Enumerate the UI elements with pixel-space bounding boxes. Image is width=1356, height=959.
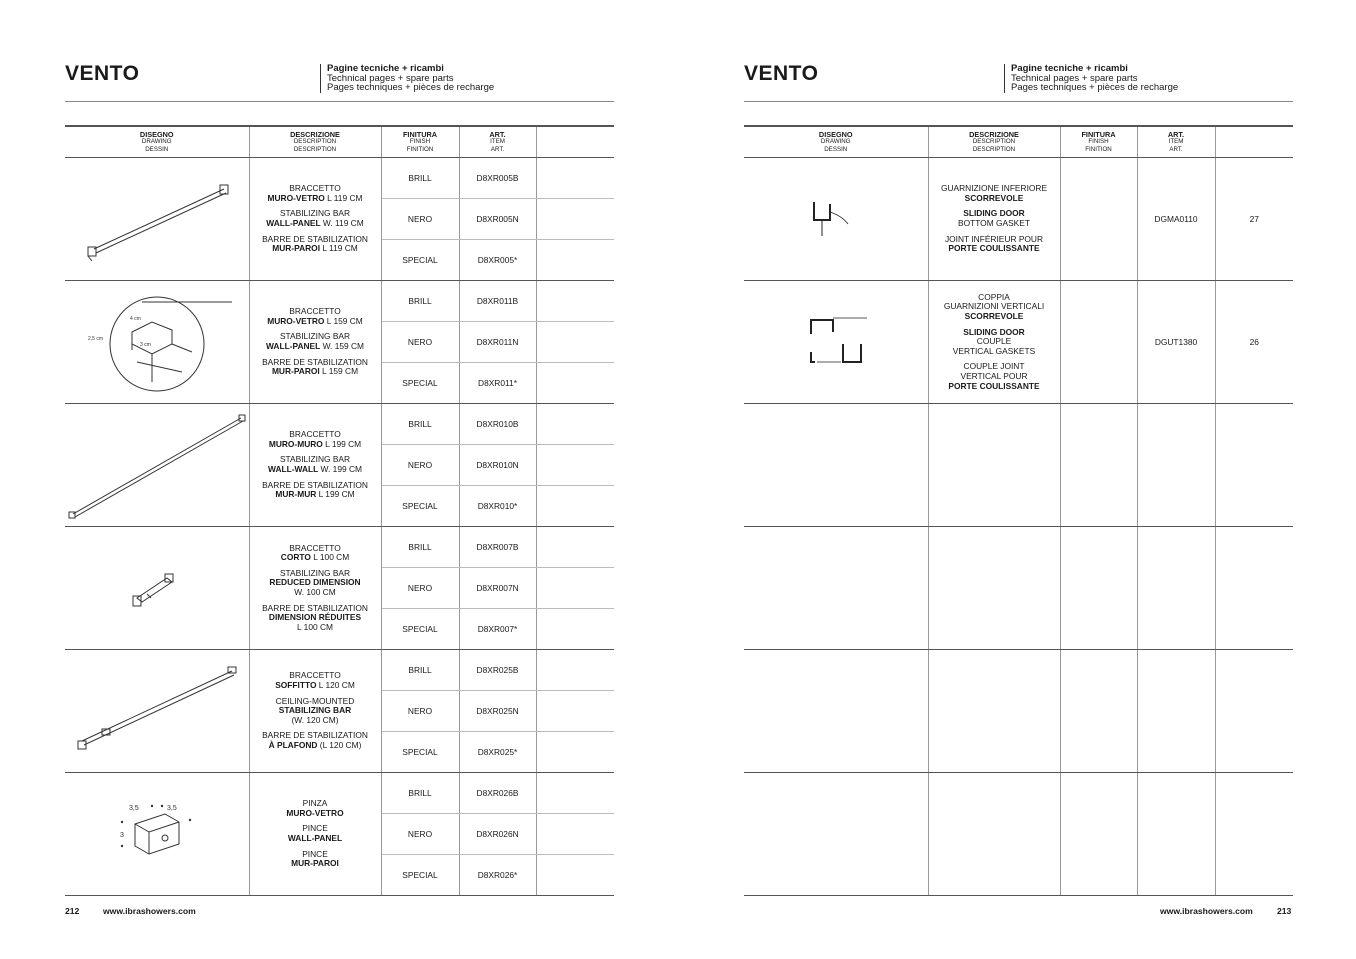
page-title: VENTO [65, 62, 140, 85]
empty-cell [1215, 773, 1293, 896]
description-block [250, 209, 381, 228]
finish-cell: BRILL [381, 281, 459, 322]
item-code-cell: D8XR010B [459, 404, 536, 445]
table-row-empty [744, 650, 1293, 773]
empty-cell [1215, 527, 1293, 650]
empty-cell [744, 650, 928, 773]
col-header-description: DESCRIZIONE DESCRIPTION DESCRIPTION [249, 126, 381, 158]
description-cell [249, 404, 381, 527]
item-code-cell: D8XR011N [459, 322, 536, 363]
finish-cell: SPECIAL [381, 240, 459, 281]
finish-cell: NERO [381, 691, 459, 732]
left-page [65, 0, 614, 959]
drawing-cell [65, 281, 249, 404]
empty-cell [1060, 650, 1137, 773]
description-line: PINCE [302, 848, 328, 859]
description-block [250, 604, 381, 633]
description-size: L 100 CM [310, 552, 350, 563]
empty-cell [1137, 404, 1215, 527]
finish-cell: NERO [381, 445, 459, 486]
drawing-cell [65, 773, 249, 896]
col-header-item: ART. ITEM ART. [459, 126, 536, 158]
website-link[interactable]: www.ibrashowers.com [103, 906, 196, 916]
description-line: PINCE [302, 823, 328, 834]
description-line: BRACCETTO [289, 542, 341, 553]
wall-wall-bar-icon [65, 410, 249, 520]
parts-table [65, 125, 614, 896]
description-block [929, 184, 1060, 203]
description-line: BARRE DE STABILIZATION [262, 730, 368, 741]
extra-cell [536, 568, 614, 609]
description-block [250, 235, 381, 254]
empty-cell [1137, 773, 1215, 896]
item-code-cell: D8XR005* [459, 240, 536, 281]
description-line: GUARNIZIONI VERTICALI [943, 301, 1045, 312]
finish-cell: SPECIAL [381, 855, 459, 896]
col-header-item: ART. ITEM ART. [1137, 126, 1215, 158]
description-bold: MUR-PAROI [272, 243, 321, 254]
extra-cell [536, 281, 614, 322]
description-block [250, 358, 381, 377]
table-row [744, 281, 1293, 404]
description-bold: WALL-PANEL [266, 218, 321, 228]
item-code-cell: D8XR025* [459, 732, 536, 773]
description-line: SLIDING DOOR [963, 326, 1025, 337]
extra-cell [536, 363, 614, 404]
empty-cell [1215, 650, 1293, 773]
description-block [929, 235, 1060, 254]
extra-cell [536, 199, 614, 240]
subtitle-fr: Pages techniques + pièces de recharge [327, 82, 495, 94]
extra-cell [536, 445, 614, 486]
description-size: (W. 120 CM) [291, 714, 339, 725]
subtitle-fr: Pages techniques + pièces de recharge [1011, 82, 1179, 94]
table-row-empty [744, 527, 1293, 650]
extra-cell [536, 609, 614, 650]
description-block [250, 697, 381, 726]
description-bold: REDUCED DIMENSION [269, 577, 361, 588]
table-row [744, 158, 1293, 281]
description-line: STABILIZING BAR [279, 331, 351, 342]
description-block [250, 307, 381, 326]
finish-cell [1060, 281, 1137, 404]
drawing-cell [65, 527, 249, 650]
description-block [250, 430, 381, 449]
drawing-cell [65, 650, 249, 773]
finish-cell: SPECIAL [381, 732, 459, 773]
description-line: BARRE DE STABILIZATION [262, 479, 368, 490]
description-bold: STABILIZING BAR [278, 705, 352, 716]
description-block [250, 569, 381, 598]
finish-cell: SPECIAL [381, 609, 459, 650]
item-code-cell: DGUT1380 [1137, 281, 1215, 404]
description-line: BRACCETTO [289, 429, 341, 440]
description-block [250, 799, 381, 818]
item-code-cell: DGMA0110 [1137, 158, 1215, 281]
item-code-cell: D8XR026N [459, 814, 536, 855]
vertical-gaskets-profile-icon [744, 314, 928, 370]
item-code-cell: D8XR005B [459, 158, 536, 199]
finish-cell: BRILL [381, 404, 459, 445]
extra-cell: 27 [1215, 158, 1293, 281]
wall-glass-bar-icon [65, 169, 249, 269]
extra-cell [536, 855, 614, 896]
description-cell [928, 281, 1060, 404]
empty-cell [744, 527, 928, 650]
description-bold: MURO-VETRO [286, 807, 344, 818]
description-line: VERTICAL GASKETS [952, 345, 1036, 356]
description-size: (L 120 CM) [317, 739, 362, 750]
svg-text:3 cm: 3 cm [139, 342, 151, 348]
item-code-cell: D8XR025N [459, 691, 536, 732]
table-row [65, 527, 614, 568]
description-block [929, 328, 1060, 357]
item-code-cell: D8XR007B [459, 527, 536, 568]
item-code-cell: D8XR011B [459, 281, 536, 322]
extra-cell [536, 240, 614, 281]
finish-cell: SPECIAL [381, 363, 459, 404]
bar-detail-magnifier-icon [65, 292, 249, 392]
short-bar-icon [65, 558, 249, 618]
empty-cell [1060, 773, 1137, 896]
empty-cell [928, 773, 1060, 896]
finish-cell: SPECIAL [381, 486, 459, 527]
description-line: BARRE DE STABILIZATION [262, 602, 368, 613]
description-size: W. 119 CM [320, 218, 364, 228]
description-bold: MURO-VETRO [267, 315, 325, 326]
empty-cell [1137, 527, 1215, 650]
description-block [250, 184, 381, 203]
description-bold: CORTO [280, 552, 311, 563]
description-block [250, 850, 381, 869]
col-header-extra [536, 126, 614, 158]
item-code-cell: D8XR007* [459, 609, 536, 650]
empty-cell [1060, 527, 1137, 650]
description-bold: WALL-PANEL [287, 833, 343, 843]
empty-cell [1137, 650, 1215, 773]
item-code-cell: D8XR010* [459, 486, 536, 527]
finish-cell [1060, 158, 1137, 281]
description-line: JOINT INFÉRIEUR POUR [944, 233, 1044, 244]
description-line: PINZA [302, 798, 328, 809]
header-divider [744, 101, 1293, 102]
description-cell [928, 158, 1060, 281]
description-bold: DIMENSION RÉDUITES [268, 612, 362, 623]
description-line: SCORREVOLE [964, 192, 1024, 203]
empty-cell [928, 650, 1060, 773]
description-size: W. 199 CM [318, 464, 362, 474]
description-block [250, 731, 381, 750]
description-cell [249, 281, 381, 404]
description-size: L 120 CM [316, 680, 355, 691]
description-line: BRACCETTO [289, 670, 341, 681]
empty-cell [928, 404, 1060, 527]
description-block [250, 455, 381, 474]
description-line: PORTE COULISSANTE [948, 380, 1040, 391]
finish-cell: BRILL [381, 158, 459, 199]
extra-cell: 26 [1215, 281, 1293, 404]
description-block [929, 209, 1060, 228]
extra-cell [536, 691, 614, 732]
col-header-drawing: DISEGNO DRAWING DESSIN [744, 126, 928, 158]
description-cell [249, 650, 381, 773]
ceiling-bar-icon [65, 661, 249, 761]
table-row-empty [744, 404, 1293, 527]
extra-cell [536, 773, 614, 814]
empty-cell [1215, 404, 1293, 527]
col-header-extra [1215, 126, 1293, 158]
finish-cell: NERO [381, 814, 459, 855]
subtitle-en: Technical pages + spare parts [327, 72, 454, 84]
description-block [250, 824, 381, 843]
description-size: L 159 CM [324, 315, 363, 326]
description-bold: WALL-WALL [268, 464, 319, 474]
extra-cell [536, 158, 614, 199]
item-code-cell: D8XR026B [459, 773, 536, 814]
finish-cell: BRILL [381, 773, 459, 814]
item-code-cell: D8XR010N [459, 445, 536, 486]
description-block [929, 293, 1060, 322]
empty-cell [744, 773, 928, 896]
description-line: BRACCETTO [289, 183, 341, 194]
description-size: L 199 CM [316, 489, 355, 500]
svg-text:2,5 cm: 2,5 cm [87, 336, 103, 342]
description-bold: WALL-PANEL [265, 341, 321, 351]
extra-cell [536, 650, 614, 691]
table-row [65, 650, 614, 691]
description-block [250, 671, 381, 690]
parts-table [744, 125, 1293, 896]
page-title: VENTO [744, 62, 819, 85]
description-line: SLIDING DOOR [963, 208, 1025, 219]
empty-cell [1060, 404, 1137, 527]
description-line: BOTTOM GASKET [958, 218, 1030, 228]
description-bold: SOFFITTO [275, 680, 317, 691]
description-line: SCORREVOLE [964, 311, 1024, 322]
svg-text:3,5: 3,5 [166, 805, 177, 812]
description-size: W. 159 CM [320, 341, 365, 351]
description-line: BARRE DE STABILIZATION [262, 356, 368, 367]
extra-cell [536, 527, 614, 568]
description-size: L 119 CM [324, 192, 363, 203]
item-code-cell: D8XR011* [459, 363, 536, 404]
drawing-cell [65, 404, 249, 527]
description-size: L 100 CM [297, 621, 333, 632]
description-line: PORTE COULISSANTE [948, 243, 1040, 254]
page-number: 213 [1277, 906, 1292, 916]
description-bold: MURO-VETRO [267, 192, 325, 203]
header-divider [65, 101, 614, 102]
finish-cell: NERO [381, 568, 459, 609]
empty-cell [928, 527, 1060, 650]
extra-cell [536, 732, 614, 773]
subtitle-en: Technical pages + spare parts [1011, 72, 1138, 84]
page-subtitle [320, 64, 494, 93]
description-line: CEILING-MOUNTED [275, 695, 355, 706]
description-block [250, 481, 381, 500]
drawing-cell [744, 158, 928, 281]
description-size: L 119 CM [320, 243, 358, 254]
finish-cell: NERO [381, 199, 459, 240]
page-number: 212 [65, 906, 80, 916]
table-header [65, 126, 614, 158]
description-cell [249, 773, 381, 896]
description-line: STABILIZING BAR [279, 567, 351, 578]
description-size: L 159 CM [319, 366, 359, 377]
description-bold: MURO-MURO [268, 438, 323, 449]
table-row-empty [744, 773, 1293, 896]
table-row [65, 773, 614, 814]
description-size: W. 100 CM [294, 587, 336, 597]
finish-cell: BRILL [381, 527, 459, 568]
description-bold: MUR-PAROI [291, 858, 339, 869]
extra-cell [536, 486, 614, 527]
svg-text:4 cm: 4 cm [129, 316, 141, 322]
description-line: BARRE DE STABILIZATION [262, 233, 368, 244]
subtitle-it: Pagine tecniche + ricambi [327, 63, 444, 74]
description-block [250, 332, 381, 351]
extra-cell [536, 404, 614, 445]
description-block [250, 544, 381, 563]
table-header [744, 126, 1293, 158]
svg-text:3,5: 3,5 [128, 805, 139, 812]
col-header-drawing: DISEGNO DRAWING DESSIN [65, 126, 249, 158]
subtitle-it: Pagine tecniche + ricambi [1011, 63, 1128, 74]
description-line: COUPLE [976, 336, 1012, 347]
empty-cell [744, 404, 928, 527]
description-cell [249, 527, 381, 650]
item-code-cell: D8XR005N [459, 199, 536, 240]
website-link[interactable]: www.ibrashowers.com [1160, 906, 1253, 916]
table-row [65, 281, 614, 322]
bottom-gasket-profile-icon [744, 194, 928, 244]
description-line: BRACCETTO [289, 306, 341, 317]
description-line: STABILIZING BAR [279, 208, 351, 219]
col-header-finish: FINITURA FINISH FINITION [1060, 126, 1137, 158]
clamp-icon [65, 794, 249, 874]
drawing-cell [744, 281, 928, 404]
drawing-cell [65, 158, 249, 281]
page-subtitle [1004, 64, 1178, 93]
description-line: COUPLE JOINT [963, 361, 1025, 372]
description-block [929, 362, 1060, 391]
finish-cell: NERO [381, 322, 459, 363]
description-cell [249, 158, 381, 281]
right-page [744, 0, 1293, 959]
description-size: L 199 CM [322, 438, 362, 449]
col-header-finish: FINITURA FINISH FINITION [381, 126, 459, 158]
description-bold: MUR-PAROI [271, 366, 320, 377]
table-row [65, 158, 614, 199]
description-bold: À PLAFOND [268, 739, 318, 750]
table-row [65, 404, 614, 445]
extra-cell [536, 322, 614, 363]
description-line: STABILIZING BAR [279, 454, 351, 465]
item-code-cell: D8XR026* [459, 855, 536, 896]
description-line: GUARNIZIONE INFERIORE [940, 183, 1048, 194]
description-bold: MUR-MUR [275, 489, 317, 500]
finish-cell: BRILL [381, 650, 459, 691]
col-header-description: DESCRIZIONE DESCRIPTION DESCRIPTION [928, 126, 1060, 158]
description-line: VERTICAL POUR [960, 370, 1028, 381]
item-code-cell: D8XR007N [459, 568, 536, 609]
description-line: COPPIA [978, 291, 1010, 302]
svg-text:3: 3 [119, 832, 124, 839]
extra-cell [536, 814, 614, 855]
item-code-cell: D8XR025B [459, 650, 536, 691]
